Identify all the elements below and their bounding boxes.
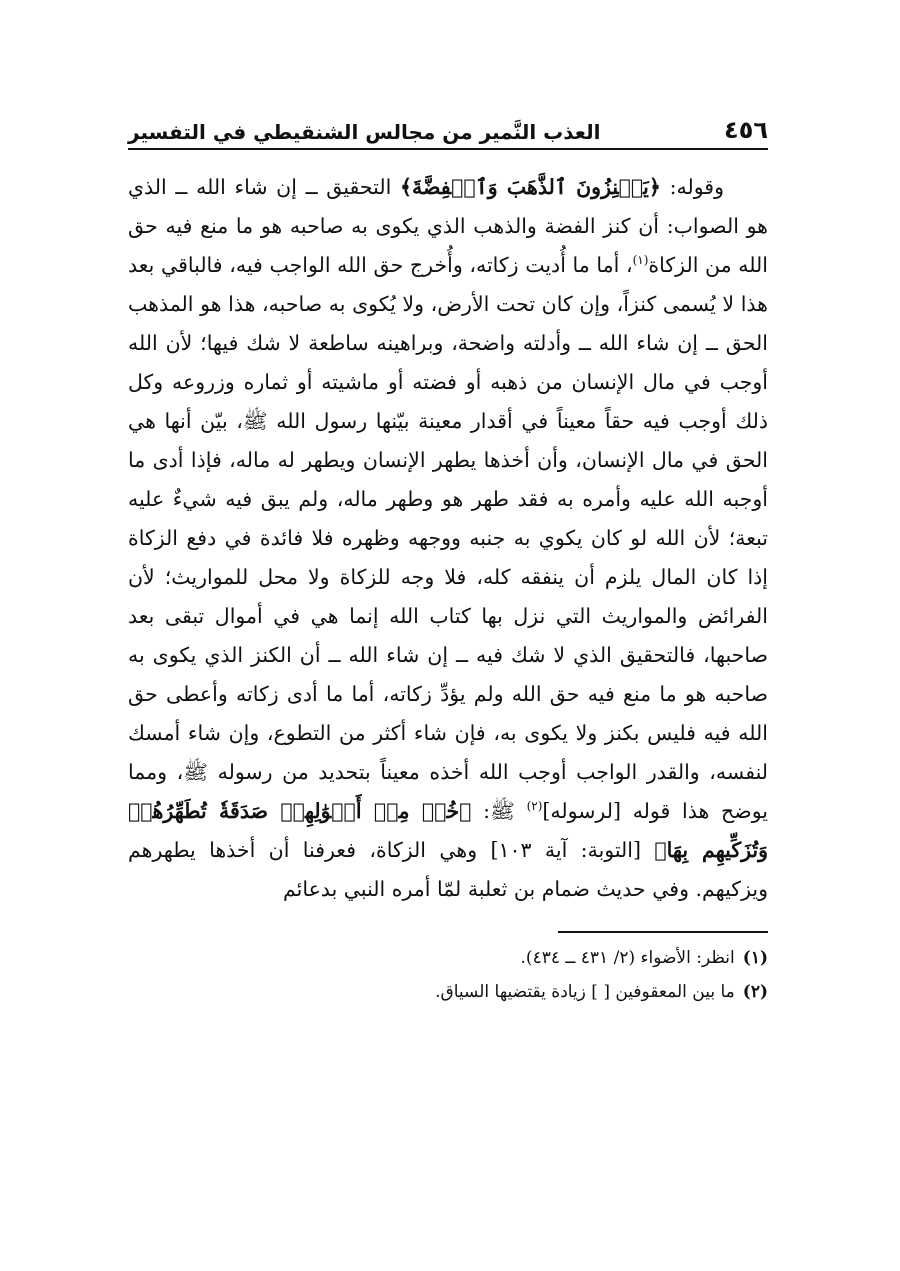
- book-page: [128, 108, 768, 1208]
- text-run: التحقيق ــ إن شاء الله ــ الذي هو الصواب: أن كنز الفضة والذهب الذي يكوى به صاحبه هو ما منع فيه حق الله من الزكاة: [128, 175, 768, 277]
- quran-verse: ﴿خُذۡ مِنۡ أَمۡوَٰلِهِمۡ صَدَقَةٗ تُطَهِّرُهُمۡ وَتُزَكِّيهِم بِهَا﴾: [128, 799, 769, 862]
- footnote-text: ما بين المعقوفين [ ] زيادة يقتضيها السياق.: [435, 982, 735, 1002]
- footnote-number: (٢): [742, 982, 768, 1002]
- running-title: العذب النَّمير من مجالس الشنقيطي في التفسير: [128, 120, 601, 144]
- footnote-divider: [558, 931, 768, 933]
- footnotes: [128, 941, 768, 1009]
- footnote: [128, 975, 768, 1009]
- paragraph: [128, 168, 768, 909]
- main-text: [128, 168, 768, 909]
- footnote-text: انظر: الأضواء (٢/ ٤٣١ ــ ٤٣٤).: [520, 948, 735, 968]
- text-run: وقوله:: [660, 175, 724, 199]
- footnote-ref-1: (١): [632, 253, 649, 268]
- footnote: [128, 941, 768, 975]
- page-number: ٤٥٦: [724, 116, 768, 144]
- page-header: [128, 108, 768, 150]
- footnote-ref-2: (٢): [526, 799, 543, 814]
- quran-verse: ﴿يَكۡنِزُونَ ٱلذَّهَبَ وَٱلۡفِضَّةَ﴾: [399, 175, 661, 199]
- footnote-number: (١): [742, 948, 768, 968]
- text-run: ﷺ:: [471, 799, 527, 823]
- text-run: [التوبة: آية ١٠٣] وهي الزكاة، فعرفنا أن أخذها يطهرهم ويزكيهم. وفي حديث ضمام بن ثعلبة لمّا أمره النبي بدعائم: [128, 838, 768, 901]
- text-run: ، أما ما أُديت زكاته، وأُخرج حق الله الواجب فيه، فالباقي بعد هذا لا يُسمى كنزاً، وإن كان تحت الأرض، ولا يُكوى به صاحبه، هذا هو المذهب الحق ــ إن شاء الله ــ وأدلته واضحة، وبراهينه ساطعة لا شك فيها؛ لأن الله أوجب في مال الإنسان من ذهبه أو فضته أو ماشيته أو ثماره وزروعه وكل ذلك أوجب فيه حقاً معيناً في أقدار معينة بيّنها رسول الله ﷺ، بيّن أنها هي الحق في مال الإنسان، وأن أخذها يطهر الإنسان ويطهر له ماله، فإذا أدى ما أوجبه الله عليه وأمره به فقد طهر هو وطهر ماله، ولم يبق فيه شيءٌ عليه تبعة؛ لأن الله لو كان يكوي به جنبه ووجهه وظهره فلا فائدة في دفع الزكاة إذا كان المال يلزم أن ينفقه كله، فلا وجه للزكاة ولا محل للمواريث؛ لأن الفرائض والمواريث التي نزل بها كتاب الله إنما هي في أموال تبقى بعد صاحبها، فالتحقيق الذي لا شك فيه ــ إن شاء الله ــ أن الكنز الذي يكوى به صاحبه هو ما منع فيه حق الله ولم يؤدِّ زكاته، أما ما أدى زكاته وأعطى حق الله فيه فليس بكنز ولا يكوى به، فإن شاء أكثر من التطوع، وإن شاء أمسك لنفسه، والقدر الواجب أوجب الله أخذه معيناً بتحديد من رسوله ﷺ، ومما يوضح هذا قوله [لرسوله]: [128, 253, 768, 823]
